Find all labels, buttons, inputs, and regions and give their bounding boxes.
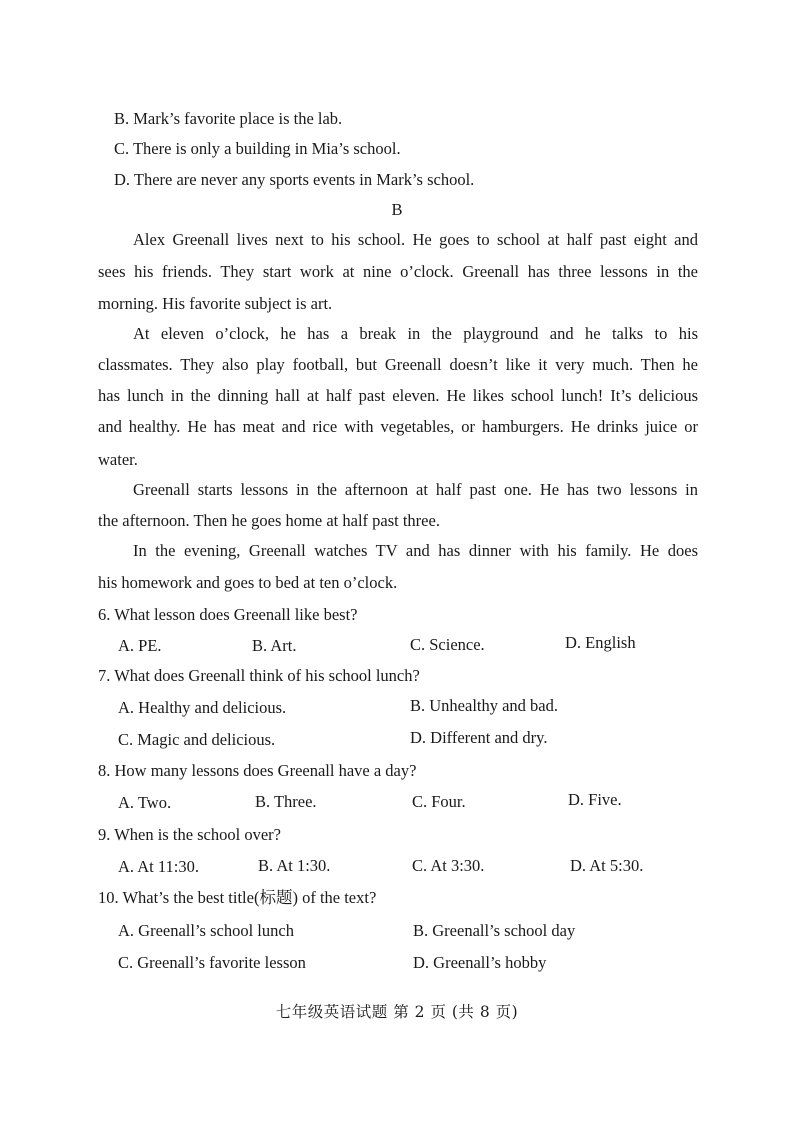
question-10-stem: 10. What’s the best title(标题) of the text?: [98, 888, 377, 907]
question-8-option-d: D. Five.: [568, 790, 622, 809]
question-6-option-d: D. English: [565, 633, 636, 652]
section-label: B: [391, 200, 403, 219]
passage-line: Greenall starts lessons in the afternoon at half past one. He has two lessons in: [133, 480, 698, 499]
prev-option-c: C. There is only a building in Mia’s school.: [114, 139, 401, 158]
question-9-stem: 9. When is the school over?: [98, 825, 281, 844]
passage-line: classmates. They also play football, but Greenall doesn’t like it very much. Then he: [98, 355, 698, 374]
question-6-stem: 6. What lesson does Greenall like best?: [98, 605, 358, 624]
question-10-option-a: A. Greenall’s school lunch: [118, 921, 294, 940]
question-9-option-d: D. At 5:30.: [570, 856, 644, 875]
question-6-option-a: A. PE.: [118, 636, 162, 655]
page-footer: 七年级英语试题 第 2 页 (共 8 页): [275, 1003, 519, 1021]
question-10-option-d: D. Greenall’s hobby: [413, 953, 547, 972]
passage-line: water.: [98, 450, 138, 469]
question-9-option-c: C. At 3:30.: [412, 856, 485, 875]
passage-line: has lunch in the dinning hall at half past eleven. He likes school lunch! It’s delicious: [98, 386, 698, 405]
question-9-option-a: A. At 11:30.: [118, 857, 199, 876]
question-8-option-a: A. Two.: [118, 793, 172, 812]
question-6-option-b: B. Art.: [252, 636, 297, 655]
question-6-option-c: C. Science.: [410, 635, 485, 654]
passage-line: the afternoon. Then he goes home at half past three.: [98, 511, 440, 530]
prev-option-d: D. There are never any sports events in Mark’s school.: [114, 170, 475, 189]
question-7-option-c: C. Magic and delicious.: [118, 730, 276, 749]
question-7-option-b: B. Unhealthy and bad.: [410, 696, 559, 715]
passage-line: morning. His favorite subject is art.: [98, 294, 333, 313]
passage-line: his homework and goes to bed at ten o’clock.: [98, 573, 398, 592]
question-7-option-d: D. Different and dry.: [410, 728, 548, 747]
question-7-stem: 7. What does Greenall think of his school lunch?: [98, 666, 420, 685]
question-9-option-b: B. At 1:30.: [258, 856, 331, 875]
passage-line: Alex Greenall lives next to his school. He goes to school at half past eight and: [133, 230, 698, 249]
passage-line: At eleven o’clock, he has a break in the playground and he talks to his: [133, 324, 698, 343]
passage-line: sees his friends. They start work at nine o’clock. Greenall has three lessons in the: [98, 262, 698, 281]
question-10-option-b: B. Greenall’s school day: [413, 921, 576, 940]
question-8-stem: 8. How many lessons does Greenall have a day?: [98, 761, 417, 780]
prev-option-b: B. Mark’s favorite place is the lab.: [114, 109, 343, 128]
question-8-option-c: C. Four.: [412, 792, 466, 811]
passage-line: In the evening, Greenall watches TV and has dinner with his family. He does: [133, 541, 698, 560]
question-7-option-a: A. Healthy and delicious.: [118, 698, 287, 717]
passage-line: and healthy. He has meat and rice with vegetables, or hamburgers. He drinks juice or: [98, 417, 698, 436]
question-10-option-c: C. Greenall’s favorite lesson: [118, 953, 306, 972]
question-8-option-b: B. Three.: [255, 792, 317, 811]
